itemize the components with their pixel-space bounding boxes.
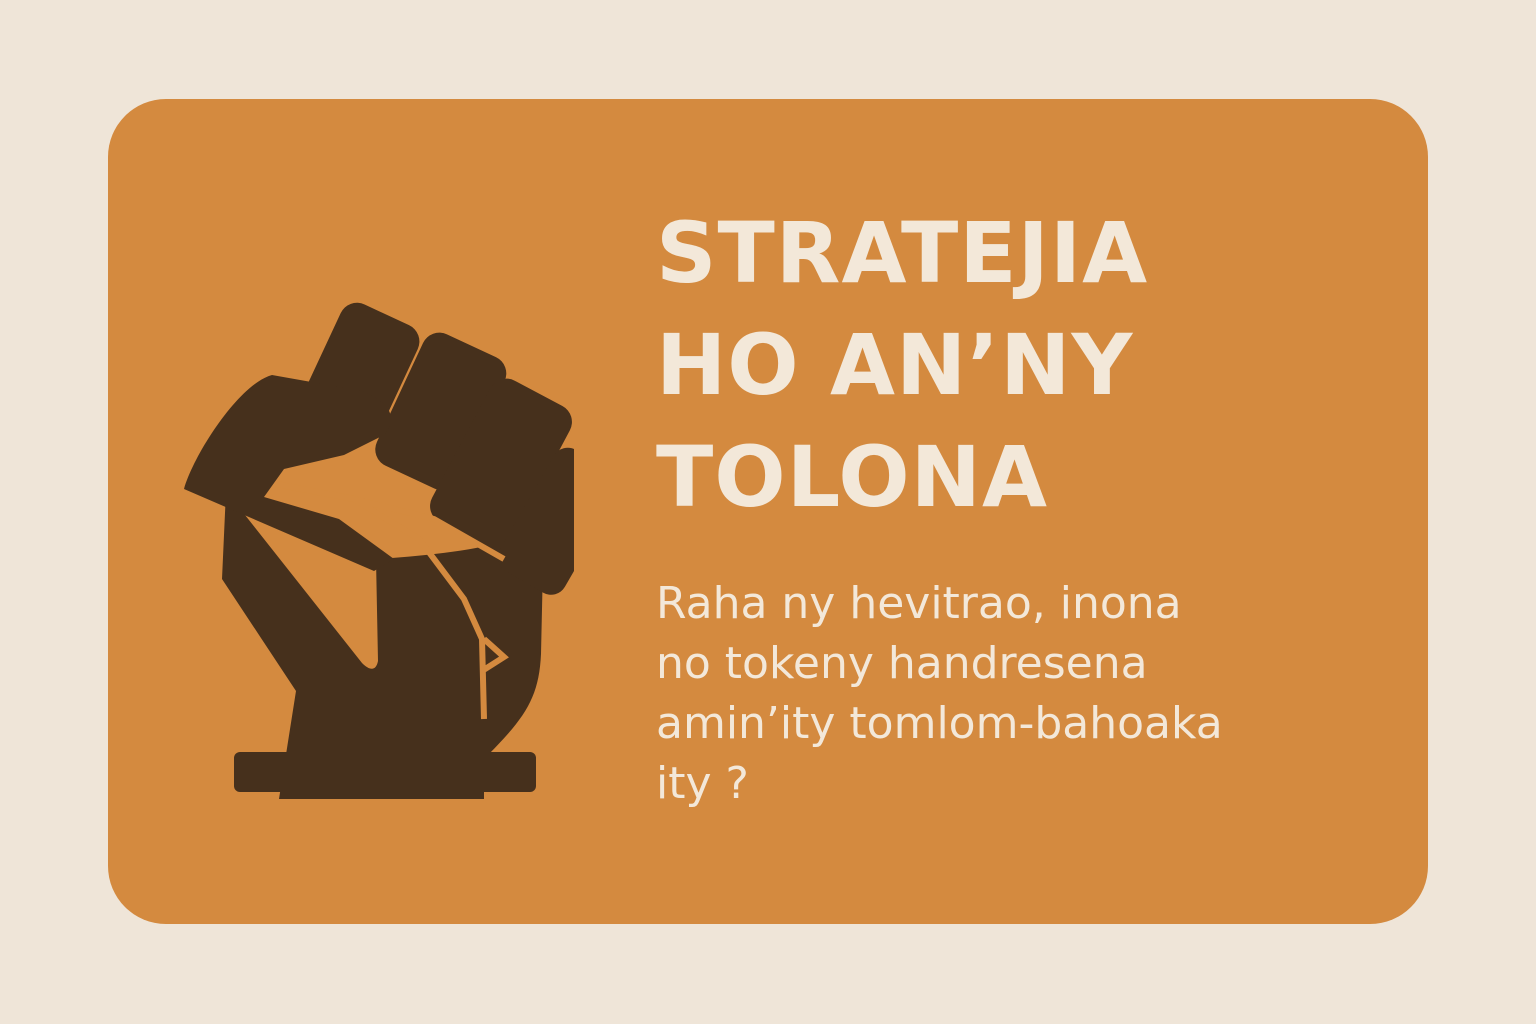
fist-base-bar bbox=[234, 752, 536, 792]
poster-card bbox=[108, 99, 1428, 924]
fist-thumb bbox=[184, 375, 394, 571]
title-line-3: TOLONA bbox=[656, 428, 1048, 526]
title-line-2: HO AN’NY bbox=[656, 316, 1134, 414]
poster-title bbox=[656, 197, 1356, 533]
title-line-1: STRATEJIA bbox=[656, 204, 1149, 302]
raised-fist-icon bbox=[184, 199, 574, 799]
poster-subtitle: Raha ny hevitrao, inona no tokeny handresena amin’ity tomlom-bahoaka ity ? bbox=[656, 578, 1223, 809]
